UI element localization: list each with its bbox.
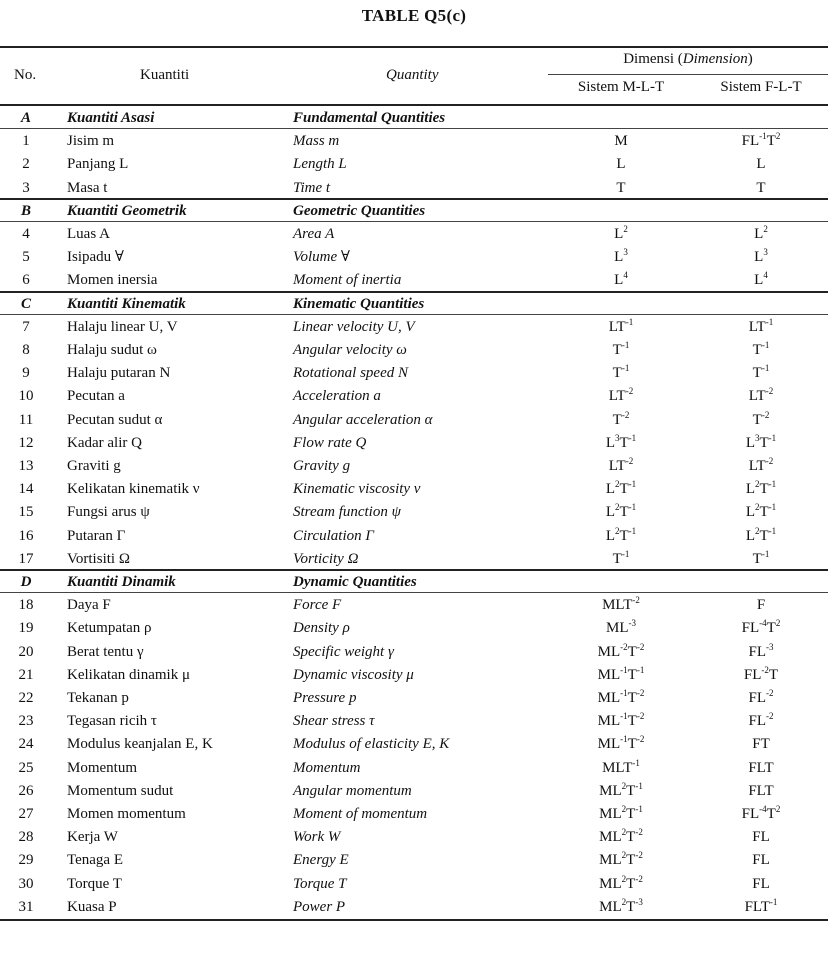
section-header-underline: [0, 128, 828, 129]
flt-dimension-cell: FT: [752, 736, 770, 753]
row-number: 31: [18, 898, 34, 915]
mlt-dimension-cell: $T^{-1}$: [612, 340, 630, 358]
dimension-table: [0, 46, 828, 951]
kuantiti-cell: Tekanan p: [67, 690, 129, 706]
kuantiti-cell: Kuasa P: [67, 898, 117, 915]
quantity-cell: Dynamic viscosity μ: [293, 666, 414, 683]
quantity-cell: Shear stress τ: [293, 713, 375, 730]
mlt-dimension-cell: $LT^{-1}$: [608, 316, 634, 335]
row-number: 10: [18, 388, 34, 405]
flt-dimension-cell: FLT: [748, 782, 774, 799]
row-number: 7: [22, 318, 30, 335]
row-number: 21: [18, 666, 34, 683]
quantity-cell: Torque T: [293, 875, 347, 892]
kuantiti-cell: Pecutan sudut α: [67, 411, 163, 428]
row-number: 20: [18, 643, 34, 660]
quantity-cell: Density ρ: [293, 620, 350, 637]
mlt-dimension-cell: $ML^2T^{-2}$: [599, 873, 643, 892]
quantity-cell: Fundamental Quantities: [293, 110, 446, 126]
row-number: 22: [18, 690, 34, 706]
flt-dimension-cell: FL: [752, 875, 770, 892]
quantity-cell: Kinematic viscosity ν: [293, 481, 421, 498]
flt-dimension-cell: $FL^{-2}$: [748, 688, 774, 706]
quantity-cell: Area A: [293, 226, 335, 242]
row-number: 12: [18, 434, 34, 451]
quantity-cell: Mass m: [293, 133, 340, 150]
row-number: 29: [18, 852, 34, 869]
row-number: 6: [22, 272, 30, 289]
mlt-dimension-cell: $LT^{-2}$: [608, 456, 634, 474]
mlt-dimension-cell: $ML^{-2}T^{-2}$: [597, 641, 645, 660]
quantity-cell: Angular momentum: [293, 782, 412, 799]
flt-dimension-cell: $FL^{-4}T^2$: [741, 618, 781, 637]
header-kuantiti: Kuantiti: [140, 67, 190, 83]
flt-dimension-cell: $L^2$: [754, 224, 768, 242]
kuantiti-cell: Luas A: [67, 226, 110, 242]
row-number: 17: [18, 550, 34, 567]
mlt-dimension-cell: $T^{-1}$: [612, 363, 630, 382]
dimension-subheader-rule: [548, 74, 828, 75]
header-dimensi-close: ): [747, 51, 753, 67]
kuantiti-cell: Kuantiti Asasi: [67, 110, 155, 126]
mlt-dimension-cell: $ML^2T^{-2}$: [599, 827, 643, 846]
kuantiti-cell: Halaju putaran N: [67, 365, 171, 382]
header-bottom-rule: [0, 104, 828, 106]
mlt-dimension-cell: $ML^2T^{-2}$: [599, 850, 643, 869]
kuantiti-cell: Tegasan ricih τ: [67, 713, 157, 730]
flt-dimension-cell: $L^2T^{-1}$: [745, 479, 777, 498]
mlt-dimension-cell: T: [616, 179, 626, 196]
table-title: TABLE Q5(c): [361, 6, 467, 25]
row-number: 2: [22, 156, 30, 173]
row-number: 23: [18, 713, 34, 730]
mlt-dimension-cell: $ML^{-1}T^{-2}$: [597, 688, 645, 706]
quantity-cell: Acceleration a: [293, 388, 381, 405]
mlt-dimension-cell: $ML^2T^{-1}$: [599, 780, 643, 799]
flt-dimension-cell: $L^4$: [754, 270, 768, 289]
quantity-cell: Flow rate Q: [293, 434, 367, 451]
row-number: 27: [18, 806, 34, 822]
flt-dimension-cell: $FL^{-1}T^2$: [741, 131, 781, 150]
section-header-underline: [0, 314, 828, 315]
row-number: B: [20, 202, 31, 219]
header-sistem-flt: Sistem F-L-T: [720, 79, 802, 95]
quantity-cell: Geometric Quantities: [293, 202, 426, 219]
table-bottom-rule: [0, 919, 828, 921]
kuantiti-cell: Graviti g: [67, 458, 121, 474]
quantity-cell: Pressure p: [293, 690, 357, 706]
header-dimensi: [548, 51, 828, 68]
quantity-cell: Specific weight γ: [293, 643, 394, 660]
quantity-cell: Volume ∀: [293, 249, 350, 266]
flt-dimension-cell: $FL^{-2}$: [748, 711, 774, 730]
mlt-dimension-cell: $LT^{-2}$: [608, 386, 634, 405]
header-quantity: Quantity: [386, 67, 439, 83]
row-number: 30: [18, 875, 34, 892]
quantity-cell: Modulus of elasticity E, K: [293, 736, 450, 753]
flt-dimension-cell: $FL^{-4}T^2$: [741, 804, 781, 822]
row-number: 28: [18, 829, 34, 846]
row-number: 13: [18, 458, 34, 474]
flt-dimension-cell: $LT^{-2}$: [748, 456, 774, 474]
header-dimension-label: Dimension: [682, 51, 748, 67]
mlt-dimension-cell: $MLT^{-1}$: [602, 757, 640, 776]
quantity-cell: Power P: [293, 898, 346, 915]
quantity-cell: Dynamic Quantities: [293, 574, 417, 590]
kuantiti-cell: Momentum: [67, 759, 137, 776]
mlt-dimension-cell: $MLT^{-2}$: [602, 595, 640, 614]
kuantiti-cell: Momentum sudut: [67, 782, 174, 799]
flt-dimension-cell: $FL^{-2}T$: [743, 664, 779, 683]
quantity-cell: Gravity g: [293, 458, 351, 474]
flt-dimension-cell: $FLT^{-1}$: [744, 896, 778, 915]
mlt-dimension-cell: $L^2T^{-1}$: [605, 502, 637, 521]
row-number: 5: [22, 249, 30, 266]
quantity-cell: Circulation Γ: [293, 527, 374, 544]
flt-dimension-cell: $T^{-2}$: [752, 409, 770, 428]
kuantiti-cell: Berat tentu γ: [67, 643, 144, 660]
row-number: A: [20, 110, 31, 126]
kuantiti-cell: Tenaga E: [67, 852, 124, 869]
row-number: 24: [18, 736, 34, 753]
quantity-cell: Angular velocity ω: [293, 342, 407, 358]
quantity-cell: Moment of inertia: [293, 272, 402, 289]
mlt-dimension-cell: M: [614, 133, 628, 150]
section-header-underline: [0, 221, 828, 222]
kuantiti-cell: Kadar alir Q: [67, 434, 142, 451]
kuantiti-cell: Halaju linear U, V: [67, 318, 178, 335]
kuantiti-cell: Torque T: [67, 875, 122, 892]
kuantiti-cell: Kuantiti Dinamik: [67, 574, 176, 590]
kuantiti-cell: Halaju sudut ω: [67, 342, 157, 358]
kuantiti-cell: Isipadu ∀: [67, 249, 124, 266]
kuantiti-cell: Vortisiti Ω: [67, 550, 130, 567]
kuantiti-cell: Kuantiti Kinematik: [67, 295, 186, 312]
quantity-cell: Rotational speed N: [293, 365, 408, 382]
kuantiti-cell: Modulus keanjalan E, K: [67, 736, 213, 753]
section-rule: [0, 569, 828, 571]
mlt-dimension-cell: $ML^2T^{-1}$: [599, 804, 643, 822]
flt-dimension-cell: FL: [752, 829, 770, 846]
flt-dimension-cell: $L^2T^{-1}$: [745, 525, 777, 544]
quantity-cell: Force F: [293, 597, 342, 614]
mlt-dimension-cell: $ML^2T^{-3}$: [599, 896, 643, 915]
row-number: 3: [22, 179, 30, 196]
kuantiti-cell: Momen momentum: [67, 806, 186, 822]
row-number: 15: [18, 504, 34, 521]
flt-dimension-cell: T: [756, 179, 766, 196]
kuantiti-cell: Putaran Γ: [67, 527, 126, 544]
flt-dimension-cell: $T^{-1}$: [752, 340, 770, 358]
row-number: 9: [22, 365, 30, 382]
mlt-dimension-cell: $L^2T^{-1}$: [605, 479, 637, 498]
flt-dimension-cell: $FL^{-3}$: [748, 641, 774, 660]
quantity-cell: Energy E: [293, 852, 349, 869]
row-number: D: [20, 574, 32, 590]
kuantiti-cell: Pecutan a: [67, 388, 125, 405]
quantity-cell: Angular acceleration α: [293, 411, 433, 428]
mlt-dimension-cell: $L^4$: [614, 270, 628, 289]
flt-dimension-cell: $LT^{-2}$: [748, 386, 774, 405]
flt-dimension-cell: $LT^{-1}$: [748, 316, 774, 335]
row-number: 4: [22, 226, 30, 242]
section-rule: [0, 198, 828, 200]
mlt-dimension-cell: $ML^{-1}T^{-1}$: [597, 664, 645, 683]
row-number: 16: [18, 527, 34, 544]
mlt-dimension-cell: $ML^{-1}T^{-2}$: [597, 711, 645, 730]
quantity-cell: Time t: [293, 179, 331, 196]
kuantiti-cell: Masa t: [67, 179, 108, 196]
quantity-cell: Linear velocity U, V: [293, 318, 415, 335]
row-number: 25: [18, 759, 34, 776]
kuantiti-cell: Ketumpatan ρ: [67, 620, 152, 637]
quantity-cell: Stream function ψ: [293, 504, 401, 521]
flt-dimension-cell: $L^3$: [754, 247, 768, 266]
row-number: 1: [22, 133, 30, 150]
flt-dimension-cell: L: [756, 156, 766, 173]
quantity-cell: Moment of momentum: [293, 806, 428, 822]
header-dimensi-label: Dimensi (: [623, 51, 683, 67]
kuantiti-cell: Kelikatan dinamik μ: [67, 666, 191, 683]
mlt-dimension-cell: $T^{-1}$: [612, 548, 630, 567]
mlt-dimension-cell: $L^2$: [614, 224, 628, 242]
kuantiti-cell: Kerja W: [67, 829, 118, 846]
section-rule: [0, 291, 828, 293]
mlt-dimension-cell: $ML^{-1}T^{-2}$: [597, 734, 645, 753]
quantity-cell: Work W: [293, 829, 341, 846]
flt-dimension-cell: FL: [752, 852, 770, 869]
mlt-dimension-cell: $T^{-2}$: [612, 409, 630, 428]
row-number: 18: [18, 597, 34, 614]
quantity-cell: Kinematic Quantities: [293, 295, 425, 312]
kuantiti-cell: Kuantiti Geometrik: [67, 202, 187, 219]
kuantiti-cell: Kelikatan kinematik ν: [67, 481, 200, 498]
kuantiti-cell: Panjang L: [67, 156, 129, 173]
row-number: 8: [22, 342, 30, 358]
row-number: 26: [18, 782, 34, 799]
quantity-cell: Momentum: [293, 759, 361, 776]
kuantiti-cell: Fungsi arus ψ: [67, 504, 150, 521]
kuantiti-cell: Momen inersia: [67, 272, 158, 289]
flt-dimension-cell: FLT: [748, 759, 774, 776]
mlt-dimension-cell: $ML^{-3}$: [606, 618, 636, 637]
flt-dimension-cell: $L^2T^{-1}$: [745, 502, 777, 521]
flt-dimension-cell: F: [756, 597, 766, 614]
header-no: No.: [14, 67, 37, 83]
kuantiti-cell: Jisim m: [67, 133, 115, 150]
mlt-dimension-cell: $L^3T^{-1}$: [605, 432, 637, 451]
kuantiti-cell: Daya F: [67, 597, 111, 614]
mlt-dimension-cell: $L^3$: [614, 247, 628, 266]
section-header-underline: [0, 592, 828, 593]
mlt-dimension-cell: L: [616, 156, 626, 173]
mlt-dimension-cell: $L^2T^{-1}$: [605, 525, 637, 544]
flt-dimension-cell: $T^{-1}$: [752, 363, 770, 382]
quantity-cell: Length L: [293, 156, 347, 173]
header-sistem-mlt: Sistem M-L-T: [577, 79, 665, 95]
row-number: C: [20, 295, 31, 312]
row-number: 14: [18, 481, 34, 498]
row-number: 11: [18, 411, 34, 428]
flt-dimension-cell: $T^{-1}$: [752, 548, 770, 567]
row-number: 19: [18, 620, 34, 637]
table-top-rule: [0, 46, 828, 48]
flt-dimension-cell: $L^3T^{-1}$: [745, 432, 777, 451]
quantity-cell: Vorticity Ω: [293, 550, 359, 567]
